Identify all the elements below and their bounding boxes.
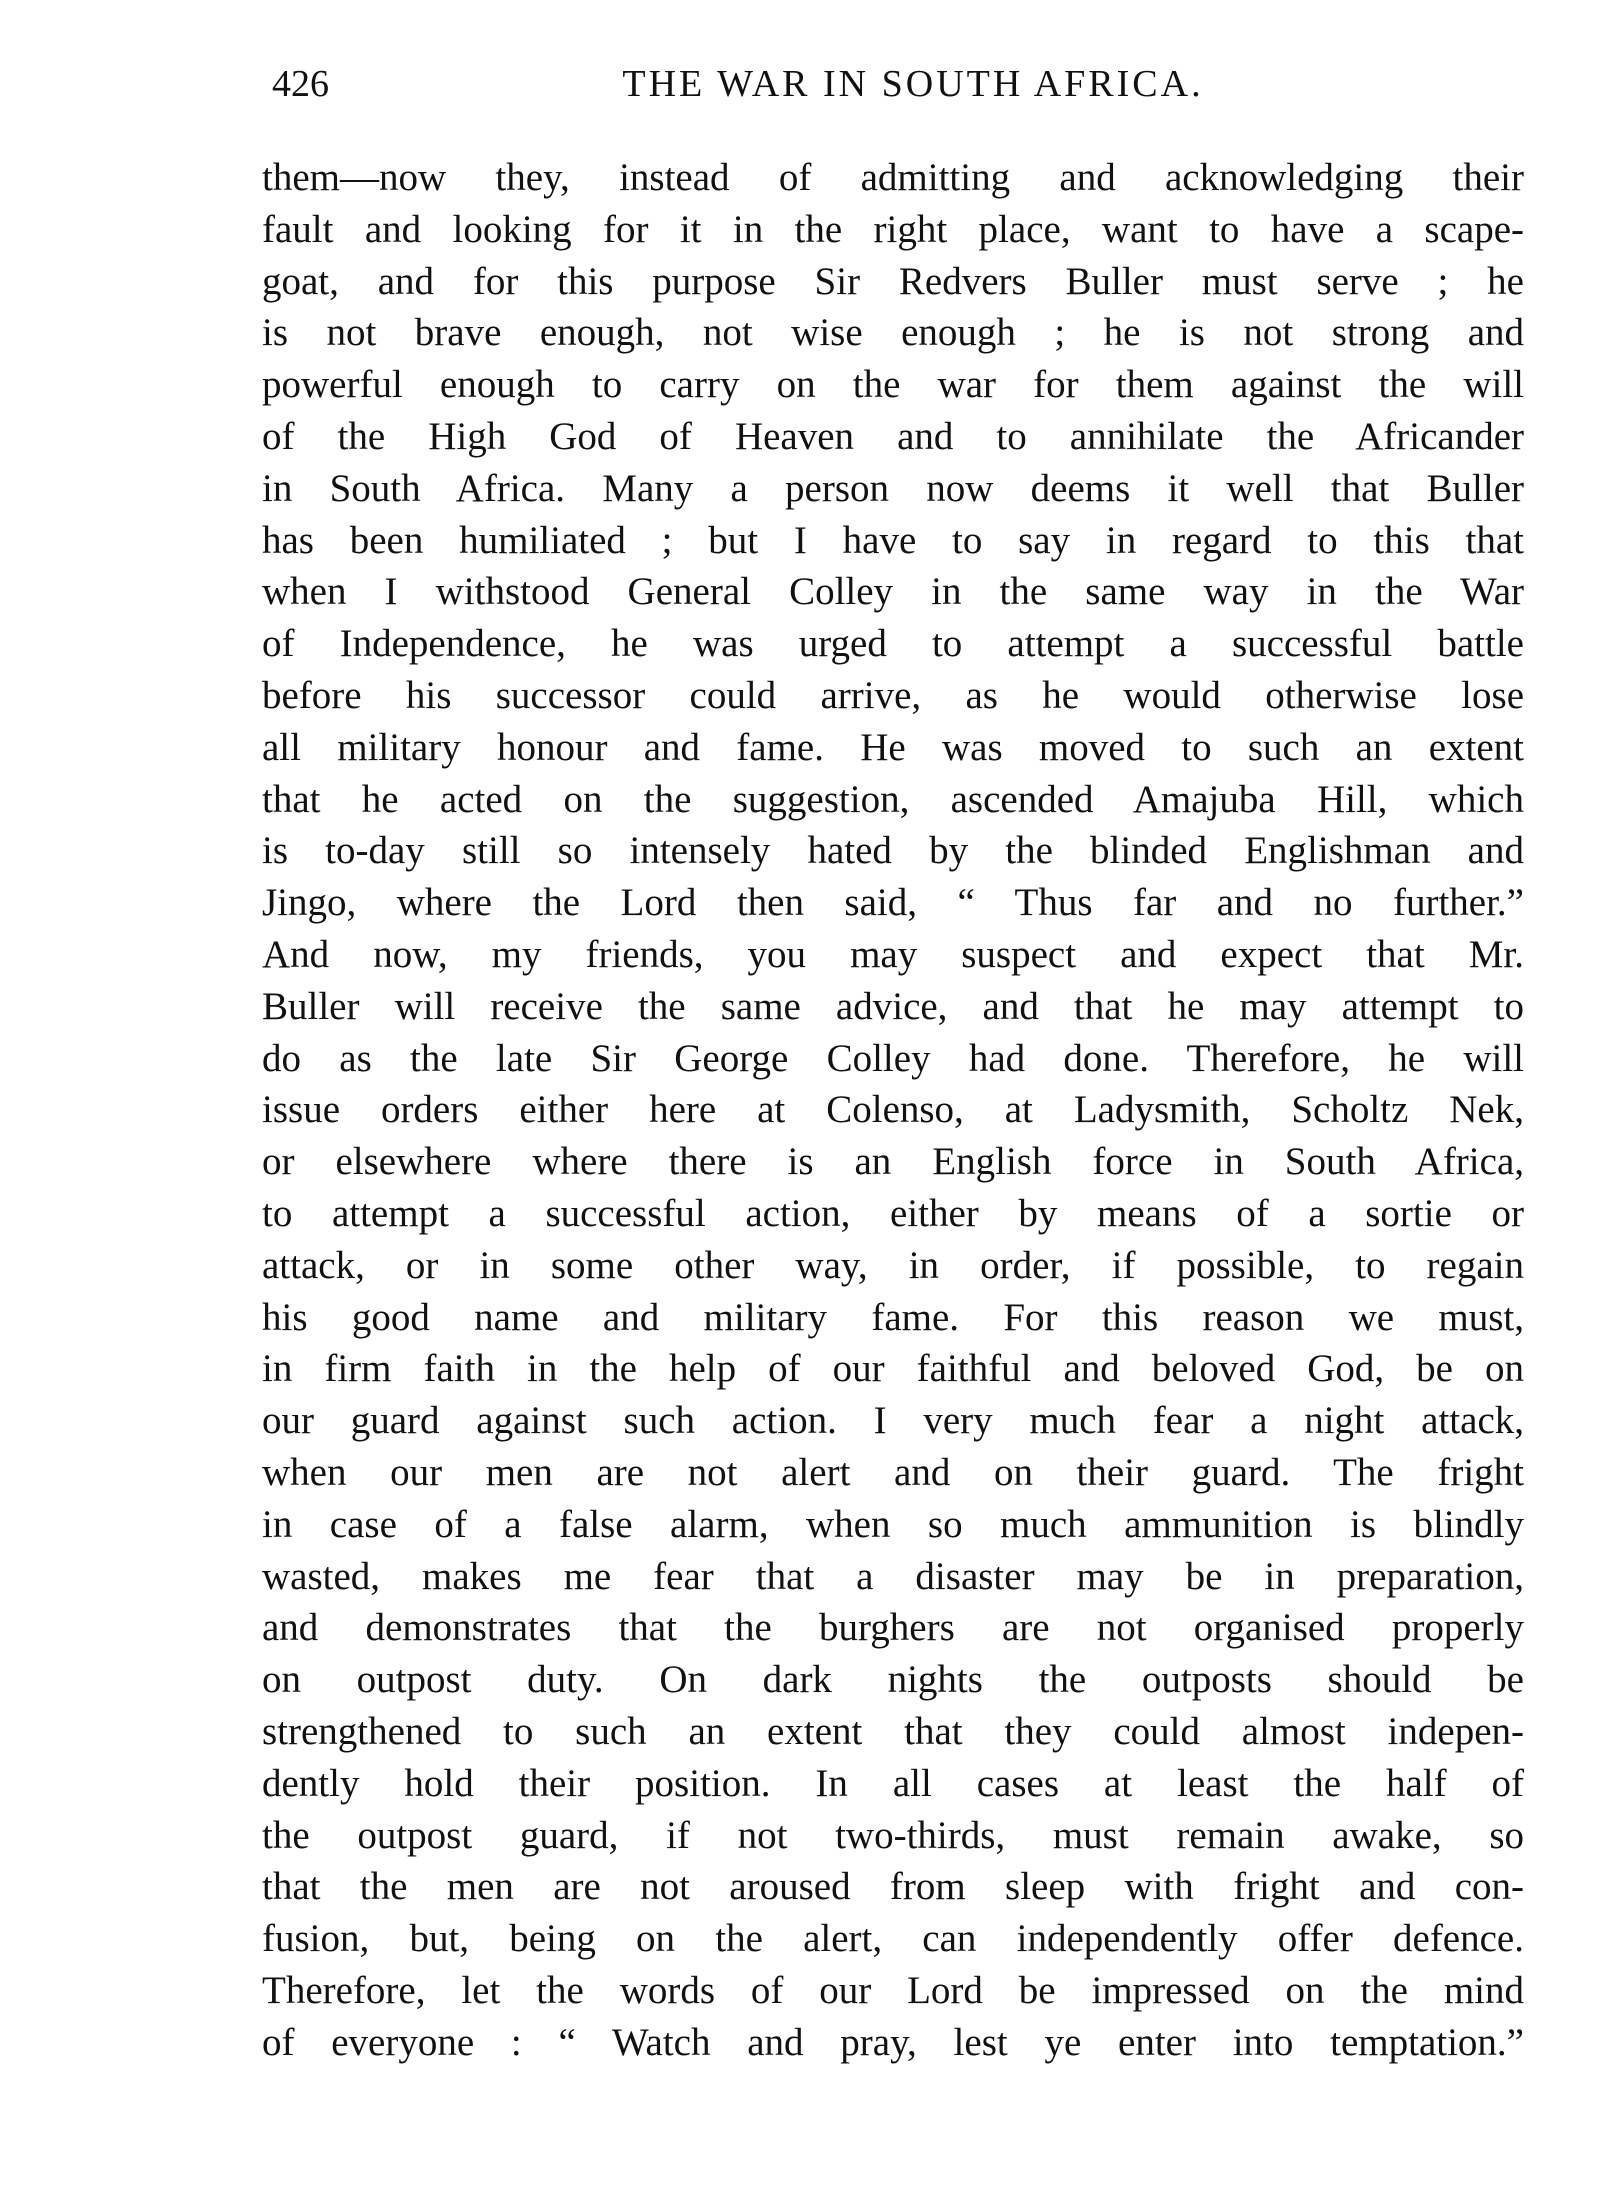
text-line: is to-day still so intensely hated by the blinded Englishman and	[262, 829, 1524, 873]
text-line: our guard against such action. I very much fear a night attack,	[262, 1399, 1524, 1443]
text-line: issue orders either here at Colenso, at Ladysmith, Scholtz Nek,	[262, 1088, 1524, 1132]
text-line: attack, or in some other way, in order, if possible, to regain	[262, 1243, 1524, 1287]
text-line: to attempt a successful action, either by means of a sortie or	[262, 1191, 1524, 1235]
text-line: is not brave enough, not wise enough ; he is not strong and	[262, 311, 1524, 355]
text-line: dently hold their position. In all cases at least the half of	[262, 1761, 1524, 1805]
text-line: of everyone : “ Watch and pray, lest ye enter into temptation.”	[262, 2020, 1524, 2064]
text-line: of Independence, he was urged to attempt a successful battle	[262, 622, 1524, 666]
body-text	[262, 152, 1524, 2068]
text-line: or elsewhere where there is an English force in South Africa,	[262, 1140, 1524, 1184]
text-line: Buller will receive the same advice, and that he may attempt to	[262, 984, 1524, 1028]
text-line: in firm faith in the help of our faithful and beloved God, be on	[262, 1347, 1524, 1391]
text-line: when our men are not alert and on their guard. The fright	[262, 1450, 1524, 1494]
text-line: and demonstrates that the burghers are not organised properly	[262, 1606, 1524, 1650]
text-line: in case of a false alarm, when so much ammunition is blindly	[262, 1502, 1524, 1546]
text-line: powerful enough to carry on the war for them against the will	[262, 363, 1524, 407]
text-line: them—now they, instead of admitting and acknowledging their	[262, 156, 1524, 199]
running-title: THE WAR IN SOUTH AFRICA.	[622, 63, 1204, 105]
text-line: goat, and for this purpose Sir Redvers Buller must serve ; he	[262, 259, 1524, 303]
text-line: his good name and military fame. For this reason we must,	[262, 1295, 1524, 1339]
text-line: has been humiliated ; but I have to say in regard to this that	[262, 518, 1524, 562]
running-head	[0, 62, 1624, 122]
text-line: all military honour and fame. He was moved to such an extent	[262, 725, 1524, 769]
text-line: strengthened to such an extent that they could almost indepen-	[262, 1709, 1524, 1753]
text-line: on outpost duty. On dark nights the outposts should be	[262, 1658, 1524, 1702]
text-line: that the men are not aroused from sleep with fright and con-	[262, 1865, 1524, 1909]
text-line: fault and looking for it in the right place, want to have a scape-	[262, 207, 1524, 251]
text-line: And now, my friends, you may suspect and expect that Mr.	[262, 932, 1524, 976]
text-line: wasted, makes me fear that a disaster may be in preparation,	[262, 1554, 1524, 1598]
text-line: Jingo, where the Lord then said, “ Thus far and no further.”	[262, 881, 1524, 925]
text-line: when I withstood General Colley in the same way in the War	[262, 570, 1524, 614]
text-line: do as the late Sir George Colley had done. Therefore, he will	[262, 1036, 1524, 1080]
text-line: of the High God of Heaven and to annihilate the Africander	[262, 414, 1524, 458]
page-number: 426	[272, 63, 329, 105]
text-line: in South Africa. Many a person now deems it well that Buller	[262, 466, 1524, 510]
text-line: Therefore, let the words of our Lord be impressed on the mind	[262, 1968, 1524, 2012]
text-line: that he acted on the suggestion, ascended Amajuba Hill, which	[262, 777, 1524, 821]
text-line: the outpost guard, if not two-thirds, must remain awake, so	[262, 1813, 1524, 1857]
text-line: fusion, but, being on the alert, can independently offer defence.	[262, 1917, 1524, 1961]
text-line: before his successor could arrive, as he would otherwise lose	[262, 673, 1524, 717]
